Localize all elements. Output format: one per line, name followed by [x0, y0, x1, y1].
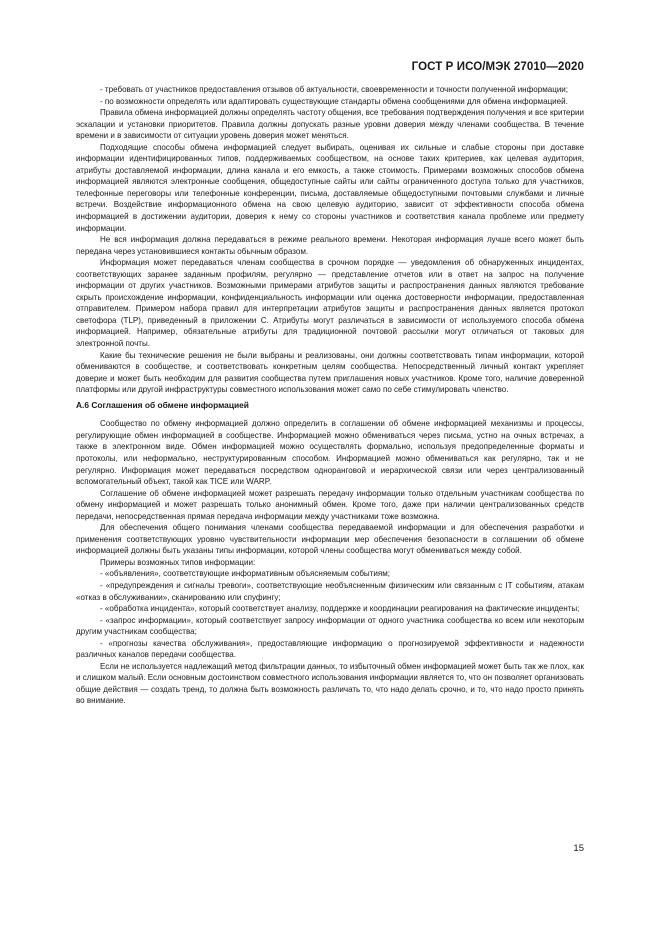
list-item: - «прогнозы качества обслуживания», предоставляющие информацию о прогнозируемой эффективности и надежности различных каналов передачи сообщества.: [76, 638, 584, 660]
paragraph: - требовать от участников предоставления отзывов об актуальности, своевременности и точности полученной информации;: [100, 85, 569, 94]
paragraph: Правила обмена информацией должны определять частоту общения, все требования подтверждения получения и все критерии эскалации и установки приоритетов. Правила должны допускать разные уровни доверия между членами сообщества. В течение времени и в зависимости от ситуации уровень доверия может меняться.: [76, 108, 584, 141]
list-item: - «запрос информации», который соответствует запросу информации от одного участника сообщества ко всем или некоторым другим участникам сообщества;: [76, 615, 584, 637]
document-body: [76, 84, 584, 707]
paragraph: Для обеспечения общего понимания членами сообщества передаваемой информации и для обеспечения разработки и применения соответствующих уровню чувствительности информации мер обеспечения безопасности в соглашении об обмене информацией должны быть указаны типы информации, которой члены сообщества могут обмениваться между собой.: [76, 523, 584, 556]
section-heading: А.6 Соглашения об обмене информацией: [76, 399, 249, 410]
paragraph: Если не используется надлежащий метод фильтрации данных, то избыточный обмен информацией может быть так же плох, как и слишком малый. Если основным достоинством совместного использования информации является то, что он позволяет организовать общие действия — создать тренд, то должна быть возможность различать то, что надо делать срочно, и то, что надо просто принять во внимание.: [76, 661, 584, 706]
list-item: - «объявления», соответствующие информативным объясняемым событиям;: [100, 569, 391, 579]
paragraph: Подходящие способы обмена информацией следует выбирать, оценивая их сильные и слабые стороны при доставке информации идентифицированных типов, поддерживаемых сообществом, на основе таких критериев, как целевая аудитория, атрибуты доставляемой информации, длина канала и его емкость, а также стоимость. Примерами возможных способов обмена информацией являются электронные сообщения, общедоступные сайты или сайты ограниченного доступа только для участников, телефонные переговоры или телефонные конференции, письма, доставляемые общедоступными почтовыми службами и личные встречи. Воздействие информационного обмена на свою целевую аудиторию, зависит от эффективности способа обмена информацией в достижении аудитории, доверия к нему со стороны участников и соответствия канала проблеме или предмету информации.: [76, 142, 584, 233]
paragraph: Какие бы технические решения не были выбраны и реализованы, они должны соответствовать типам информации, которой обмениваются в сообществе, и соответствовать конкретным целям сообщества. Непосредственный личный контакт укрепляет доверие и может быть необходим для развития сообщества путем приглашения новых участников. Кроме того, наличие доверенной платформы или другой инфраструктуры совместного использования может само по себе стимулировать членство.: [76, 350, 584, 395]
list-item: - «предупреждения и сигналы тревоги», соответствующие необъясненным физическим или связанным с IT событиям, атакам «отказ в обслуживании», сканированию или спуфингу;: [76, 580, 584, 602]
paragraph: Примеры возможных типов информации:: [100, 557, 256, 567]
document-header: ГОСТ Р ИСО/МЭК 27010—2020: [411, 61, 584, 73]
paragraph: Соглашение об обмене информацией может разрешать передачу информации только отдельным участникам сообщества по обмену информацией и может разрешать только анонимный обмен. Кроме того, даже при наличии централизованных средств передачи, непосредственная прямая передача информации между участниками тоже возможна.: [76, 488, 584, 521]
paragraph: Не вся информация должна передаваться в режиме реального времени. Некоторая информация лучше всего может быть передана через установившиеся контакты обычным образом.: [76, 235, 584, 256]
page-number: 15: [573, 843, 584, 854]
paragraph: Сообщество по обмену информацией должно определить в соглашении об обмене информацией механизмы и процессы, регулирующие обмен информацией в сообществе. Информацией можно обмениваться через письма, устно на очных встречах, а также в электронном виде. Обмен информацией можно осуществлять формально, используя предопределенные форматы и протоколы, или неформально, неструктурированным способом. Информацией можно обмениваться как регулярно, так и не регулярно. Информация может передаваться посредством одноранговой и иерархической связи или через централизованный вспомогательный объект, такой как TICE или WARP.: [76, 419, 584, 487]
list-item: - «обработка инцидента», который соответствует анализу, поддержке и координации реагирования на фактические инциденты;: [100, 604, 580, 614]
paragraph: Информация может передаваться членам сообщества в срочном порядке — уведомления об обнаруженных инцидентах, соответствующих заранее заданным профилям, регулярно — представление отчетов или в ответ на запрос на получение информации от других участников. Возможными примерами атрибутов защиты и распространения данных являются требование скрыть происхождение информации, конфиденциальность информации или оценка достоверности информации, предоставленная отправителем. Примером набора правил для интерпретации атрибутов защиты и распространения данных является протокол светофора (TLP), приведенный в приложении С. Атрибуты могут различаться в зависимости от используемого способа обмена информацией. Например, обязательные атрибуты для традиционной почтовой рассылки могут отличаться от таковых для электронной почты.: [76, 258, 584, 349]
paragraph: - по возможности определять или адаптировать существующие стандарты обмена сообщениями для обмена информацией.: [100, 96, 568, 106]
